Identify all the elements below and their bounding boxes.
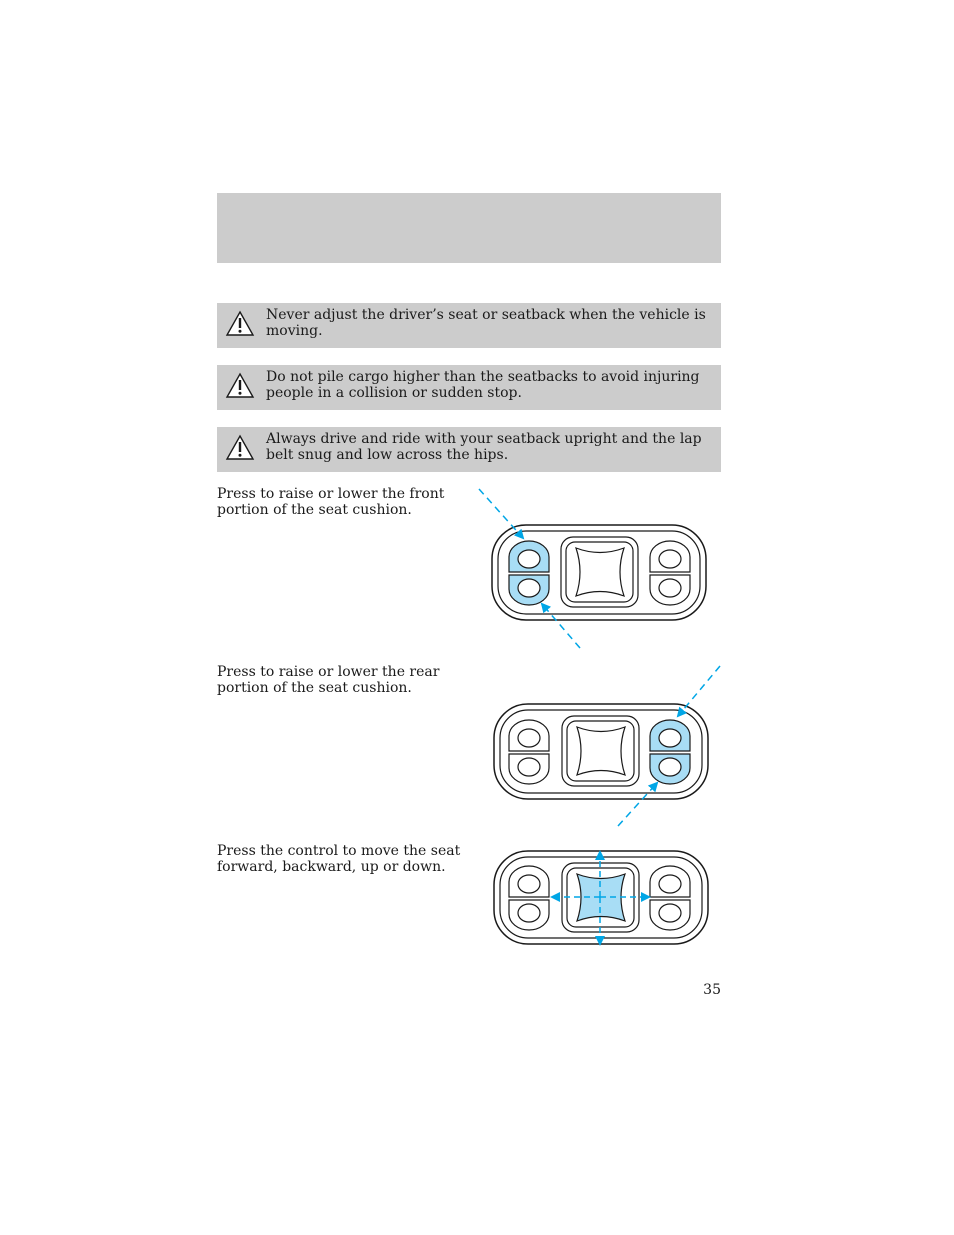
instruction-front-cushion: Press to raise or lower the front portion of the seat cushion. [217,486,445,518]
section-header-band [217,193,721,263]
seat-control-diagram-center [470,843,730,953]
warning-text: Never adjust the driver’s seat or seatback when the vehicle is moving. [266,307,706,339]
warning-triangle-icon [225,434,255,461]
seat-control-diagram-rear [470,663,730,833]
instruction-seat-position: Press the control to move the seat forward, backward, up or down. [217,843,461,875]
warning-text: Do not pile cargo higher than the seatbacks to avoid injuring people in a collision or sudden stop. [266,369,700,401]
warning-box [217,303,721,348]
page-number: 35 [703,982,721,998]
warning-triangle-icon [225,310,255,337]
instruction-rear-cushion: Press to raise or lower the rear portion of the seat cushion. [217,664,440,696]
warning-box [217,427,721,472]
seat-control-diagram-front [470,485,730,655]
warning-triangle-icon [225,372,255,399]
warning-text: Always drive and ride with your seatback upright and the lap belt snug and low across the hips. [266,431,702,463]
warning-box [217,365,721,410]
